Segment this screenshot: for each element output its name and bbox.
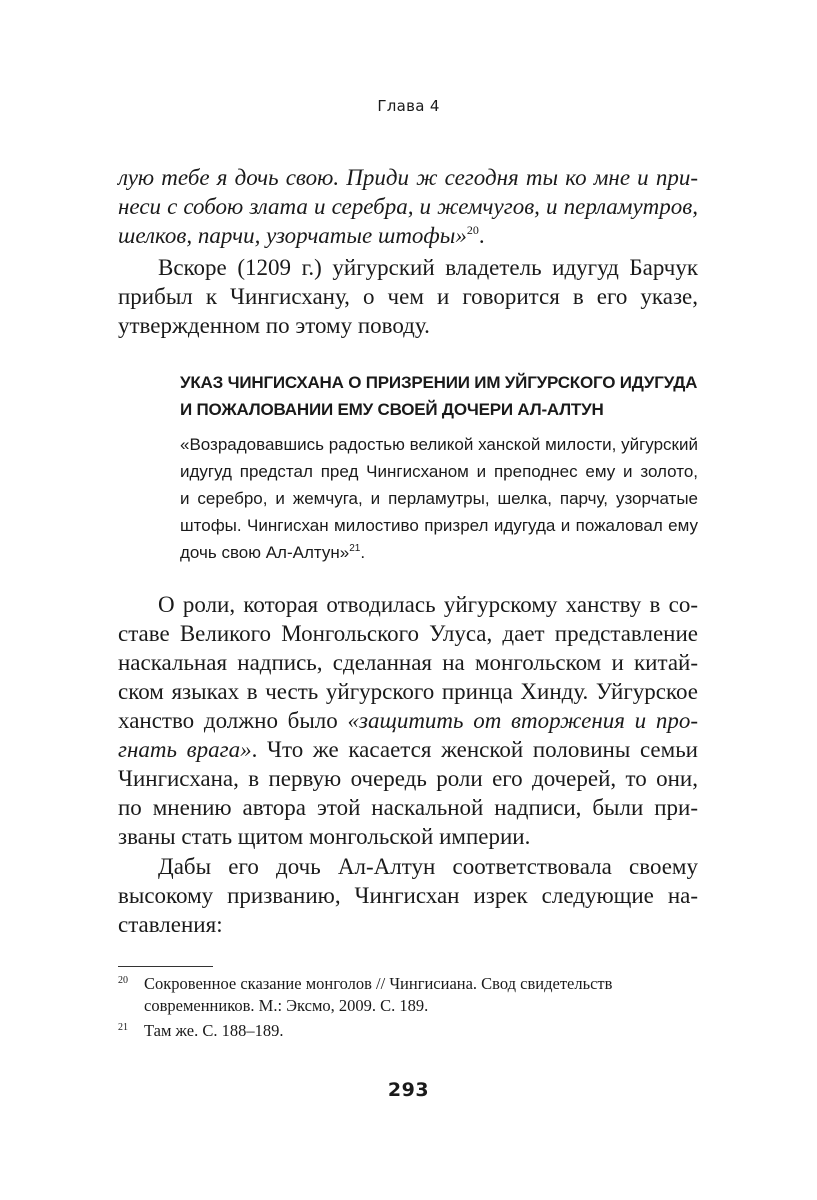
text-line: по мнению автора этой наскальной надписи, были при-	[118, 795, 698, 820]
text-line: Чингисхана, в первую очередь роли его дочерей, то они,	[118, 766, 698, 791]
text-fragment: . Что же касается женской половины семьи	[251, 737, 698, 762]
footnote-ref: 21	[349, 543, 361, 554]
footnote-ref: 20	[466, 223, 479, 237]
decree-title: УКАЗ ЧИНГИСХАНА О ПРИЗРЕНИИ ИМ УЙГУРСКОГО ИДУГУДА	[180, 373, 698, 392]
text-fragment: .	[360, 543, 366, 562]
text-fragment: «защитить от вторжения и про-	[347, 708, 698, 733]
footnote-divider	[118, 966, 213, 967]
text-line: ставления:	[118, 912, 223, 937]
text-line: званы стать щитом монгольской империи.	[118, 824, 531, 849]
text-line: наскальная надпись, сделанная на монгольском и китай-	[118, 650, 698, 675]
text-line: Вскоре (1209 г.) уйгурский владетель идугуд Барчук	[158, 255, 698, 280]
text-line: ском языках в честь уйгурского принца Хинду. Уйгурское	[118, 679, 698, 704]
decree-text-line: штофы. Чингисхан милостиво призрел идугуда и пожаловал ему	[180, 516, 698, 535]
text-line: лую тебе я дочь свою. Приди ж сегодня ты ко мне и при-	[118, 165, 698, 190]
text-line: утвержденном по этому поводу.	[118, 313, 430, 338]
decree-title: И ПОЖАЛОВАНИИ ЕМУ СВОЕЙ ДОЧЕРИ АЛ-АЛТУН	[180, 400, 604, 419]
running-head: Глава 4	[377, 97, 440, 115]
decree-text-line: «Возрадовавшись радостью великой ханской милости, уйгурский	[180, 435, 698, 454]
text-line: неси с собою злата и серебра, и жемчугов, и перламутров,	[118, 194, 698, 219]
text-fragment: .	[478, 223, 485, 248]
footnote-continuation: современников. М.: Эксмо, 2009. С. 189.	[144, 996, 429, 1015]
text-fragment: ханство должно было	[118, 708, 348, 733]
text-line: Дабы его дочь Ал-Алтун соответствовала своему	[158, 854, 698, 879]
text-line	[118, 735, 698, 764]
decree-text-line: идугуд предстал пред Чингисханом и преподнес ему и золото,	[180, 462, 698, 481]
text-line: высокому призванию, Чингисхан изрек следующие на-	[118, 883, 698, 908]
text-line	[118, 221, 698, 250]
decree-text-line: и серебро, и жемчуга, и перламутры, шелка, парчу, узорчатые	[180, 489, 698, 508]
footnote: 20 Сокровенное сказание монголов // Чингисиана. Свод свидетельств	[118, 974, 613, 993]
decree-text-line	[180, 539, 698, 566]
text-fragment: гнать врага»	[118, 737, 252, 762]
text-line: прибыл к Чингисхану, о чем и говорится в его указе,	[118, 284, 698, 309]
footnote-text: Сокровенное сказание монголов // Чингисиана. Свод свидетельств	[144, 974, 613, 993]
page-number: 293	[387, 1079, 430, 1101]
footnote-text: Там же. С. 188–189.	[144, 1021, 284, 1040]
text-fragment: дочь свою Ал-Алтун»	[180, 543, 350, 562]
text-fragment: шелков, парчи, узорчатые штофы»	[118, 223, 467, 248]
text-line: О роли, которая отводилась уйгурскому ханству в со-	[158, 592, 698, 617]
text-line: ставе Великого Монгольского Улуса, дает представление	[118, 621, 698, 646]
text-line	[118, 706, 698, 735]
footnote: 21 Там же. С. 188–189.	[118, 1021, 284, 1040]
